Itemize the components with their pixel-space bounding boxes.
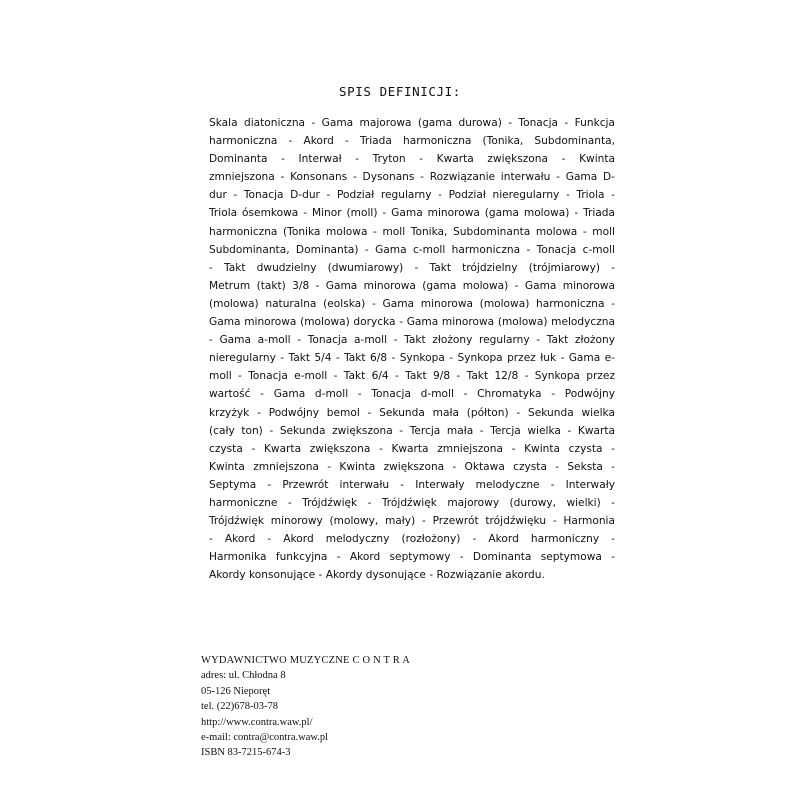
definitions-line: harmoniczna - Akord - Triada harmoniczna (Tonika, Subdominanta,: [209, 135, 615, 148]
definitions-line: (molowa) naturalna (eolska) - Gama minorowa (molowa) harmoniczna -: [209, 297, 615, 310]
definitions-line: Trójdźwięk minorowy (molowy, mały) - Przewrót trójdźwięku - Harmonia: [209, 515, 615, 528]
definitions-line: Metrum (takt) 3/8 - Gama minorowa (gama molowa) - Gama minorowa: [209, 279, 615, 292]
definitions-line: harmoniczna (Tonika molowa - moll Tonika, Subdominanta molowa - moll: [209, 225, 615, 238]
definitions-line: zmniejszona - Konsonans - Dysonans - Rozwiązanie interwału - Gama D-: [209, 171, 615, 184]
publisher-imprint: [201, 653, 410, 761]
publisher-postal-code: 05-126 Nieporęt: [201, 685, 271, 697]
definitions-line: krzyżyk - Podwójny bemol - Sekunda mała (półton) - Sekunda wielka: [209, 406, 615, 419]
definitions-line: Harmonika funkcyjna - Akord septymowy - Dominanta septymowa -: [209, 551, 615, 564]
publisher-address: adres: ul. Chłodna 8: [201, 670, 286, 682]
publisher-isbn: ISBN 83-7215-674-3: [201, 747, 291, 759]
definitions-line: - Gama a-moll - Tonacja a-moll - Takt złożony regularny - Takt złożony: [209, 334, 615, 347]
definitions-line: Subdominanta, Dominanta) - Gama c-moll harmoniczna - Tonacja c-moll: [209, 243, 615, 256]
definitions-list: [209, 114, 615, 584]
page-title: SPIS DEFINICJI:: [339, 84, 461, 99]
definitions-line: Septyma - Przewrót interwału - Interwały melodyczne - Interwały: [209, 478, 615, 491]
publisher-name: WYDAWNICTWO MUZYCZNE C O N T R A: [201, 655, 411, 666]
definitions-line: Dominanta - Interwał - Tryton - Kwarta zwiększona - Kwinta: [209, 153, 615, 166]
definitions-line: Akordy konsonujące - Akordy dysonujące - Rozwiązanie akordu.: [209, 569, 545, 582]
definitions-line: wartość - Gama d-moll - Tonacja d-moll - Chromatyka - Podwójny: [209, 388, 615, 401]
definitions-line: harmoniczne - Trójdźwięk - Trójdźwięk majorowy (durowy, wielki) -: [209, 496, 615, 509]
definitions-line: Kwinta zmniejszona - Kwinta zwiększona - Oktawa czysta - Seksta -: [209, 460, 615, 473]
definitions-line: moll - Tonacja e-moll - Takt 6/4 - Takt 9/8 - Takt 12/8 - Synkopa przez: [209, 370, 615, 383]
definitions-line: (cały ton) - Sekunda zwiększona - Tercja mała - Tercja wielka - Kwarta: [209, 424, 615, 437]
definitions-line: Gama minorowa (molowa) dorycka - Gama minorowa (molowa) melodyczna: [209, 316, 615, 329]
definitions-line: - Akord - Akord melodyczny (rozłożony) - Akord harmoniczny -: [209, 533, 615, 546]
publisher-phone: tel. (22)678-03-78: [201, 701, 278, 713]
definitions-line: czysta - Kwarta zwiększona - Kwarta zmniejszona - Kwinta czysta -: [209, 442, 615, 455]
definitions-line: dur - Tonacja D-dur - Podział regularny - Podział nieregularny - Triola -: [209, 189, 615, 202]
publisher-email: e-mail: contra@contra.waw.pl: [201, 732, 329, 744]
definitions-line: - Takt dwudzielny (dwumiarowy) - Takt trójdzielny (trójmiarowy) -: [209, 261, 615, 274]
definitions-line: nieregularny - Takt 5/4 - Takt 6/8 - Synkopa - Synkopa przez łuk - Gama e-: [209, 352, 615, 365]
definitions-line: Skala diatoniczna - Gama majorowa (gama durowa) - Tonacja - Funkcja: [209, 117, 615, 129]
publisher-website: http://www.contra.waw.pl/: [201, 716, 313, 728]
definitions-line: Triola ósemkowa - Minor (moll) - Gama minorowa (gama molowa) - Triada: [209, 207, 615, 220]
